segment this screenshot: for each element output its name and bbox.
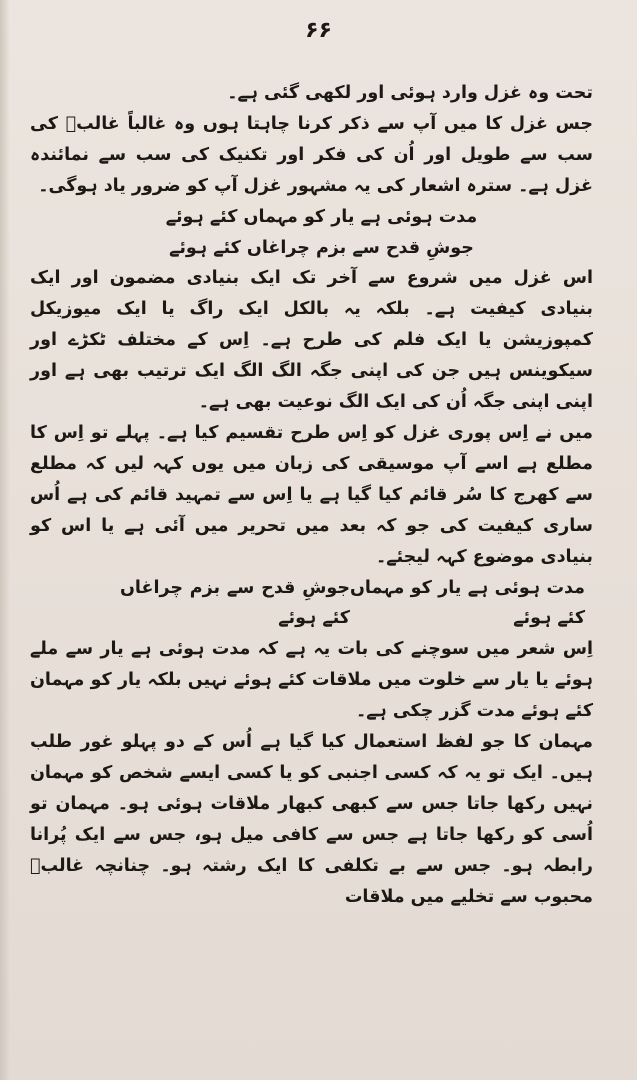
paragraph: اس غزل میں شروع سے آخر تک ایک بنیادی مضمون اور ایک بنیادی کیفیت ہے۔ بلکہ یہ بالکل ایک راگ یا ایک میوزیکل کمپوزیشن یا ایک فلم کی طرح ہے۔ اِس کے مختلف ٹکڑے اور سیکوینس ہیں جن کی اپنی جگہ الگ الگ ایک ترتیب بھی ہے اور اپنی اپنی جگہ اُن کی ایک الگ نوعیت بھی ہے۔ <box>30 268 593 413</box>
page-number: ۶۶ <box>305 18 332 43</box>
paragraph: اِس شعر میں سوچنے کی بات یہ ہے کہ مدت ہوئی ہے یار سے ملے ہوئے یا یار سے خلوت میں ملاقات کئے ہوئے نہیں بلکہ یار کو مہمان کئے ہوئے مدت گزر چکی ہے۔ <box>30 639 593 722</box>
couplet-first-line: مدت ہوئی ہے یار کو مہماں کئے ہوئے <box>349 577 585 629</box>
paragraph: جس غزل کا میں آپ سے ذکر کرنا چاہتا ہوں وہ غالباً غالبؔ کی سب سے طویل اور اُن کی فکر اور تکنیک کی سب سے نمائندہ غزل ہے۔ سترہ اشعار کی یہ مشہور غزل آپ کو ضرور یاد ہوگی۔ <box>30 113 593 196</box>
paragraph: میں نے اِس پوری غزل کو اِس طرح تقسیم کیا ہے۔ پہلے تو اِس کا مطلع ہے اسے آپ موسیقی کی زبان میں یوں کہہ لیں کہ مطلع سے کھرج کا سُر قائم کیا گیا ہے یا اِس سے تمہید قائم کی ہے اُس ساری کیفیت کی جو کہ بعد میں تحریر میں آئی ہے یا اس کو بنیادی موضوع کہہ لیجئے۔ <box>30 422 593 567</box>
verse-line: مدت ہوئی ہے یار کو مہماں کئے ہوئے <box>165 206 478 227</box>
couplet <box>30 573 593 635</box>
paragraph: مہمان کا جو لفظ استعمال کیا گیا ہے اُس کے دو پہلو غور طلب ہیں۔ ایک تو یہ کہ کسی اجنبی کو یا کسی ایسے شخص کو مہمان نہیں رکھا جاتا جس سے کبھی کبھار ملاقات ہوئی ہو۔ مہمان تو اُسی کو رکھا جاتا ہے جس سے کافی میل ہو، جس سے ایک پُرانا رابطہ ہو۔ جس سے بے تکلفی کا ایک رشتہ ہو۔ چنانچہ غالبؔ محبوب سے تخلیے میں ملاقات <box>30 732 593 907</box>
couplet-second-line: جوشِ قدح سے بزم چراغاں کئے ہوئے <box>120 577 350 629</box>
verse-line: جوشِ قدح سے بزم چراغاں کئے ہوئے <box>169 237 474 258</box>
body-text <box>30 78 593 912</box>
paragraph: تحت وہ غزل وارد ہوئی اور لکھی گئی ہے۔ <box>227 83 593 103</box>
